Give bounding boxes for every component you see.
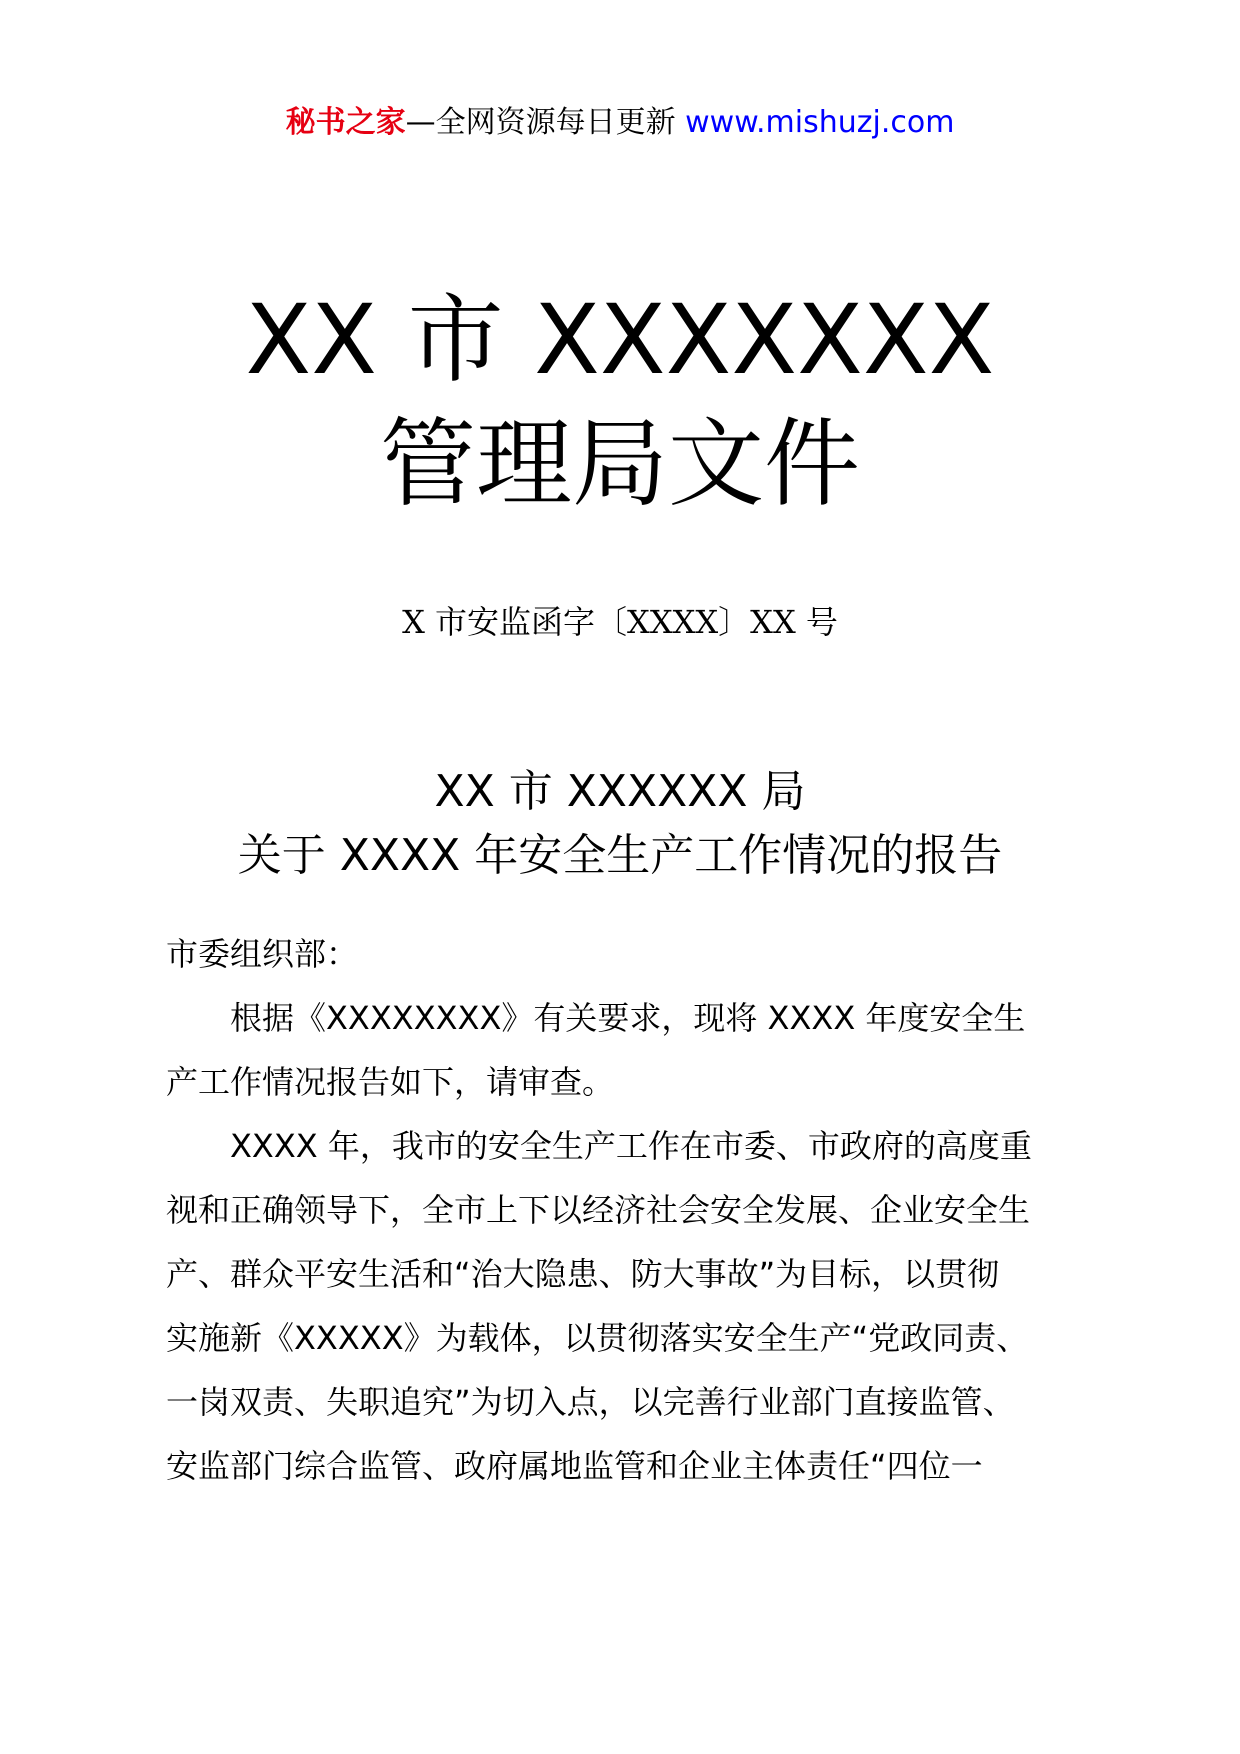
report-title — [0, 760, 1240, 888]
body-line: 产、群众平安生活和“治大隐患、防大事故”为目标，以贯彻 — [166, 1255, 1000, 1293]
report-body — [166, 922, 1086, 1498]
site-brand: 秘书之家 — [285, 105, 406, 140]
document-title-line-1: XX 市 XXXXXXX — [245, 284, 995, 396]
body-line: 安监部门综合监管、政府属地监管和企业主体责任“四位一 — [166, 1447, 983, 1485]
report-title-line-2: 关于 XXXX 年安全生产工作情况的报告 — [237, 830, 1003, 881]
body-line: 实施新《XXXXX》为载体，以贯彻落实安全生产“党政同责、 — [166, 1319, 1029, 1357]
document-title — [0, 278, 1240, 526]
body-line: 一岗双责、失职追究”为切入点，以完善行业部门直接监管、 — [166, 1383, 1015, 1421]
document-title-line-2: 管理局文件 — [380, 408, 860, 520]
body-line: 根据《XXXXXXXX》有关要求，现将 XXXX 年度安全生 — [230, 999, 1026, 1037]
site-url-link[interactable]: www.mishuzj.com — [685, 105, 955, 140]
site-tagline: —全网资源每日更新 — [405, 105, 686, 140]
document-number: X 市安监函字〔XXXX〕XX 号 — [402, 603, 838, 641]
salutation: 市委组织部： — [166, 935, 359, 973]
body-line: 视和正确领导下，全市上下以经济社会安全发展、企业安全生 — [166, 1191, 1031, 1229]
report-title-line-1: XX 市 XXXXXX 局 — [434, 766, 806, 817]
site-header — [0, 100, 1240, 146]
body-line: 产工作情况报告如下，请审查。 — [166, 1063, 615, 1101]
body-line: XXXX 年，我市的安全生产工作在市委、市政府的高度重 — [230, 1127, 1032, 1165]
